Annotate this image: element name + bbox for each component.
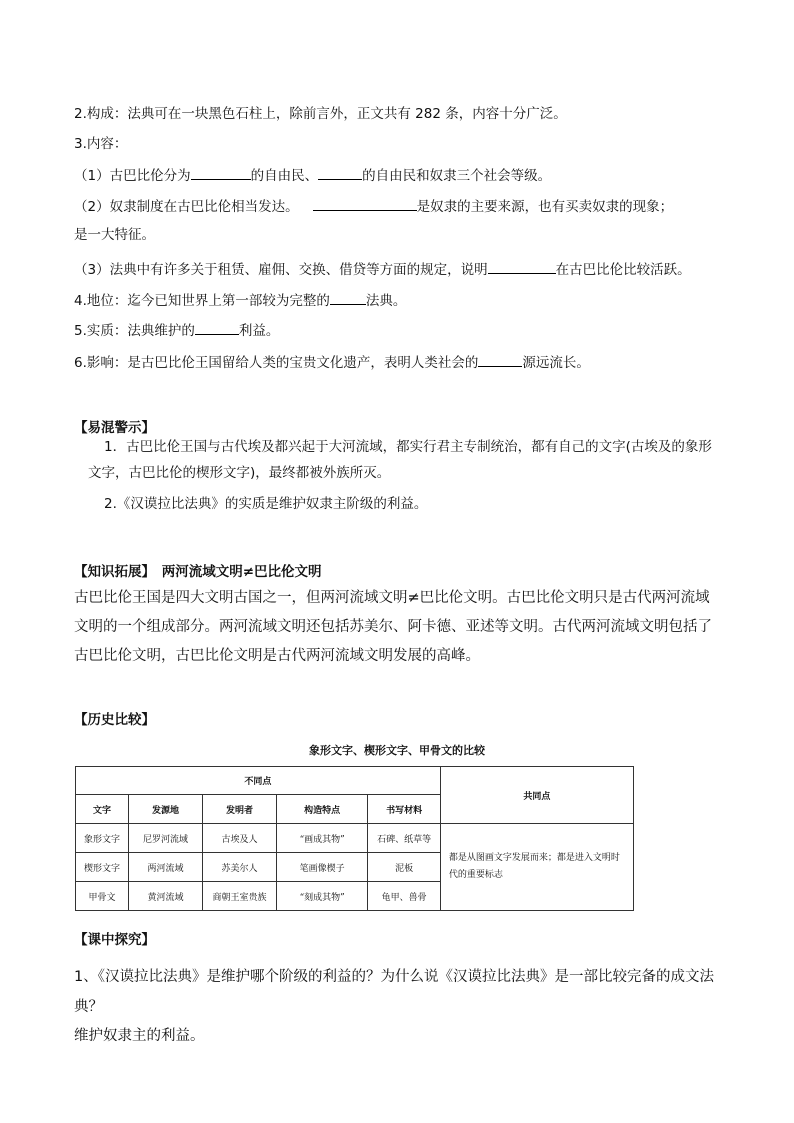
diff-header: 不同点 [76,767,441,795]
table-row [76,824,634,853]
text: 6.影响：是古巴比伦王国留给人类的宝贵文化遗产，表明人类社会的 [74,355,479,371]
col-header: 书写材料 [368,795,441,824]
item-essence [74,320,279,341]
table-cell: 商朝王室贵族 [203,882,277,911]
table-cell: 泥板 [368,853,441,882]
table-cell: 古埃及人 [203,824,277,853]
item-content-2-cont: 是一大特征。 [74,227,155,243]
table-cell: “刻成其物” [277,882,368,911]
text: （1）古巴比伦分为 [74,168,191,184]
inquiry-q1: 1、《汉谟拉比法典》是维护哪个阶级的利益的？为什么说《汉谟拉比法典》是一部比较完备的成文法典？ [74,969,714,1015]
inquiry-a1: 维护奴隶主的利益。 [74,1028,205,1044]
fill-blank[interactable] [191,165,251,180]
col-header: 文字 [76,795,129,824]
item-content-2 [74,196,673,217]
warning-p1: 1．古巴比伦王国与古代埃及都兴起于大河流域，都实行君主专制统治，都有自己的文字(古埃及的象形文字，古巴比伦的楔形文字)，最终都被外族所灭。 [88,439,712,481]
table-cell: 笔画像楔子 [277,853,368,882]
text: 源远流长。 [522,355,590,371]
text: 5.实质：法典维护的 [74,323,195,339]
text: 的自由民、 [250,168,319,184]
inquiry-heading: 【课中探究】 [74,932,155,948]
warning-heading: 【易混警示】 [74,420,155,436]
item-content-title: 3.内容： [74,136,128,152]
common-cell: 都是从图画文字发展而来；都是进入文明时代的重要标志 [440,824,633,911]
fill-blank[interactable] [195,320,239,335]
fill-blank[interactable] [330,290,366,305]
fill-blank[interactable] [318,165,362,180]
table-cell: 黄河流域 [129,882,203,911]
table-cell: 象形文字 [76,824,129,853]
item-content-3 [74,259,691,280]
text: 在古巴比伦比较活跃。 [555,262,691,278]
comparison-heading: 【历史比较】 [74,712,155,728]
item-status [74,290,406,311]
table-title: 象形文字、楔形文字、甲骨文的比较 [309,744,485,757]
text: （2）奴隶制度在古巴比伦相当发达。 [74,199,299,215]
table-cell: 龟甲、兽骨 [368,882,441,911]
text: （3）法典中有许多关于租赁、雇佣、交换、借贷等方面的规定，说明 [74,262,488,278]
common-header: 共同点 [440,767,633,824]
fill-blank[interactable] [478,352,522,367]
table-cell: 楔形文字 [76,853,129,882]
table-cell: 苏美尔人 [203,853,277,882]
text: 利益。 [238,323,280,339]
table-cell: 甲骨文 [76,882,129,911]
text: 的自由民和奴隶三个社会等级。 [362,168,552,184]
comparison-table [75,766,634,911]
extension-body: 古巴比伦王国是四大文明古国之一，但两河流域文明≠巴比伦文明。古巴比伦文明只是古代两河流域文明的一个组成部分。两河流域文明还包括苏美尔、阿卡德、亚述等文明。古代两河流域文明包括了古巴比伦文明，古巴比伦文明是古代两河流域文明发展的高峰。 [74,590,712,664]
item-composition: 2.构成：法典可在一块黑色石柱上，除前言外，正文共有 282 条，内容十分广泛。 [74,106,567,122]
table-cell: 石碑、纸草等 [368,824,441,853]
col-header: 构造特点 [277,795,368,824]
fill-blank[interactable] [313,196,417,211]
table-cell: 两河流域 [129,853,203,882]
item-influence [74,352,590,373]
text: 法典。 [365,293,407,309]
col-header: 发明者 [203,795,277,824]
text: 是奴隶的主要来源，也有买卖奴隶的现象； [416,199,674,215]
table-cell: 尼罗河流域 [129,824,203,853]
extension-heading: 【知识拓展】 两河流域文明≠巴比伦文明 [74,564,322,580]
item-content-1 [74,165,551,186]
col-header: 发源地 [129,795,203,824]
text: 4.地位：迄今已知世界上第一部较为完整的 [74,293,330,309]
table-cell: “画成其物” [277,824,368,853]
fill-blank[interactable] [488,259,556,274]
warning-p2: 2.《汉谟拉比法典》的实质是维护奴隶主阶级的利益。 [104,496,428,512]
